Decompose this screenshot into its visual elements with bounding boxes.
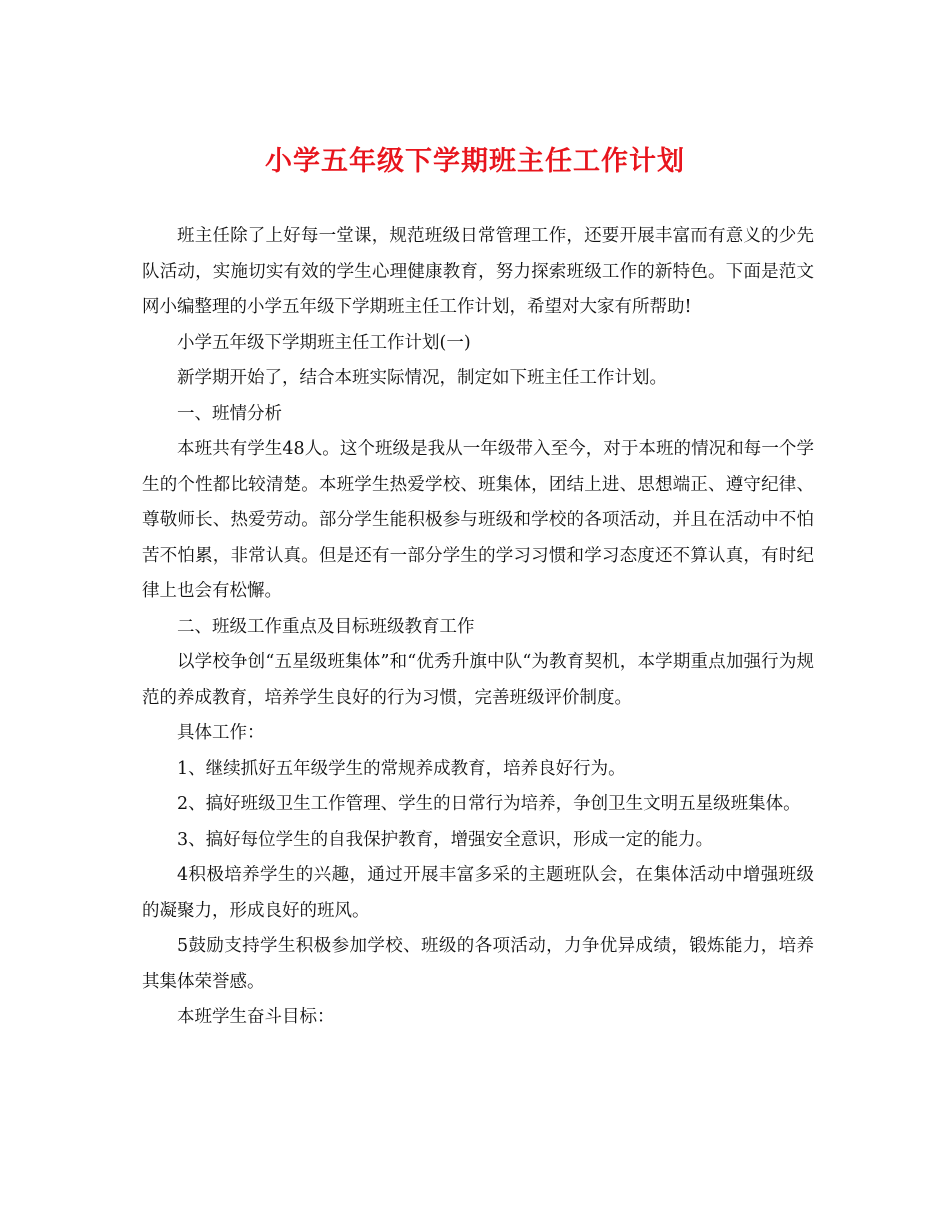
list-item-1: 1、继续抓好五年级学生的常规养成教育，培养良好行为。	[177, 758, 626, 779]
list-item-2: 2、搞好班级卫生工作管理、学生的日常行为培养，争创卫生文明五星级班集体。	[177, 794, 801, 814]
section-heading-class-analysis: 一、班情分析	[177, 403, 282, 424]
paragraph-student-goals-label: 本班学生奋斗目标：	[177, 1007, 335, 1027]
paragraph-focus-goals: 以学校争创“五星级班集体”和“优秀升旗中队“为教育契机，本学期重点加强行为规范的养成教育，培养学生良好的行为习惯，完善班级评价制度。	[142, 652, 814, 708]
list-item-5: 5鼓励支持学生积极参加学校、班级的各项活动，力争优异成绩，锻炼能力，培养其集体荣誉感。	[142, 936, 814, 992]
paragraph-specific-work-label: 具体工作：	[177, 723, 265, 743]
section-heading-focus-goals: 二、班级工作重点及目标班级教育工作	[177, 616, 475, 637]
paragraph-intro: 班主任除了上好每一堂课，规范班级日常管理工作，还要开展丰富而有意义的少先队活动，实施切实有效的学生心理健康教育，努力探索班级工作的新特色。下面是范文网小编整理的小学五年级下学期班主任工作计划，希望对大家有所帮助!	[142, 226, 814, 317]
list-item-4: 4积极培养学生的兴趣，通过开展丰富多采的主题班队会，在集体活动中增强班级的凝聚力，形成良好的班风。	[142, 865, 814, 921]
paragraph-class-analysis: 本班共有学生48人。这个班级是我从一年级带入至今，对于本班的情况和每一个学生的个性都比较清楚。本班学生热爱学校、班集体，团结上进、思想端正、遵守纪律、尊敬师长、热爱劳动。部分学生能积极参与班级和学校的各项活动，并且在活动中不怕苦不怕累，非常认真。但是还有一部分学生的学习习惯和学习态度还不算认真，有时纪律上也会有松懈。	[142, 439, 814, 601]
list-item-3: 3、搞好每位学生的自我保护教育，增强安全意识，形成一定的能力。	[177, 829, 714, 850]
document-title: 小学五年级下学期班主任工作计划	[265, 146, 685, 177]
paragraph-plan-heading: 小学五年级下学期班主任工作计划(一)	[177, 332, 471, 353]
document-body	[142, 219, 814, 1036]
paragraph-opening: 新学期开始了，结合本班实际情况，制定如下班主任工作计划。	[177, 368, 667, 388]
